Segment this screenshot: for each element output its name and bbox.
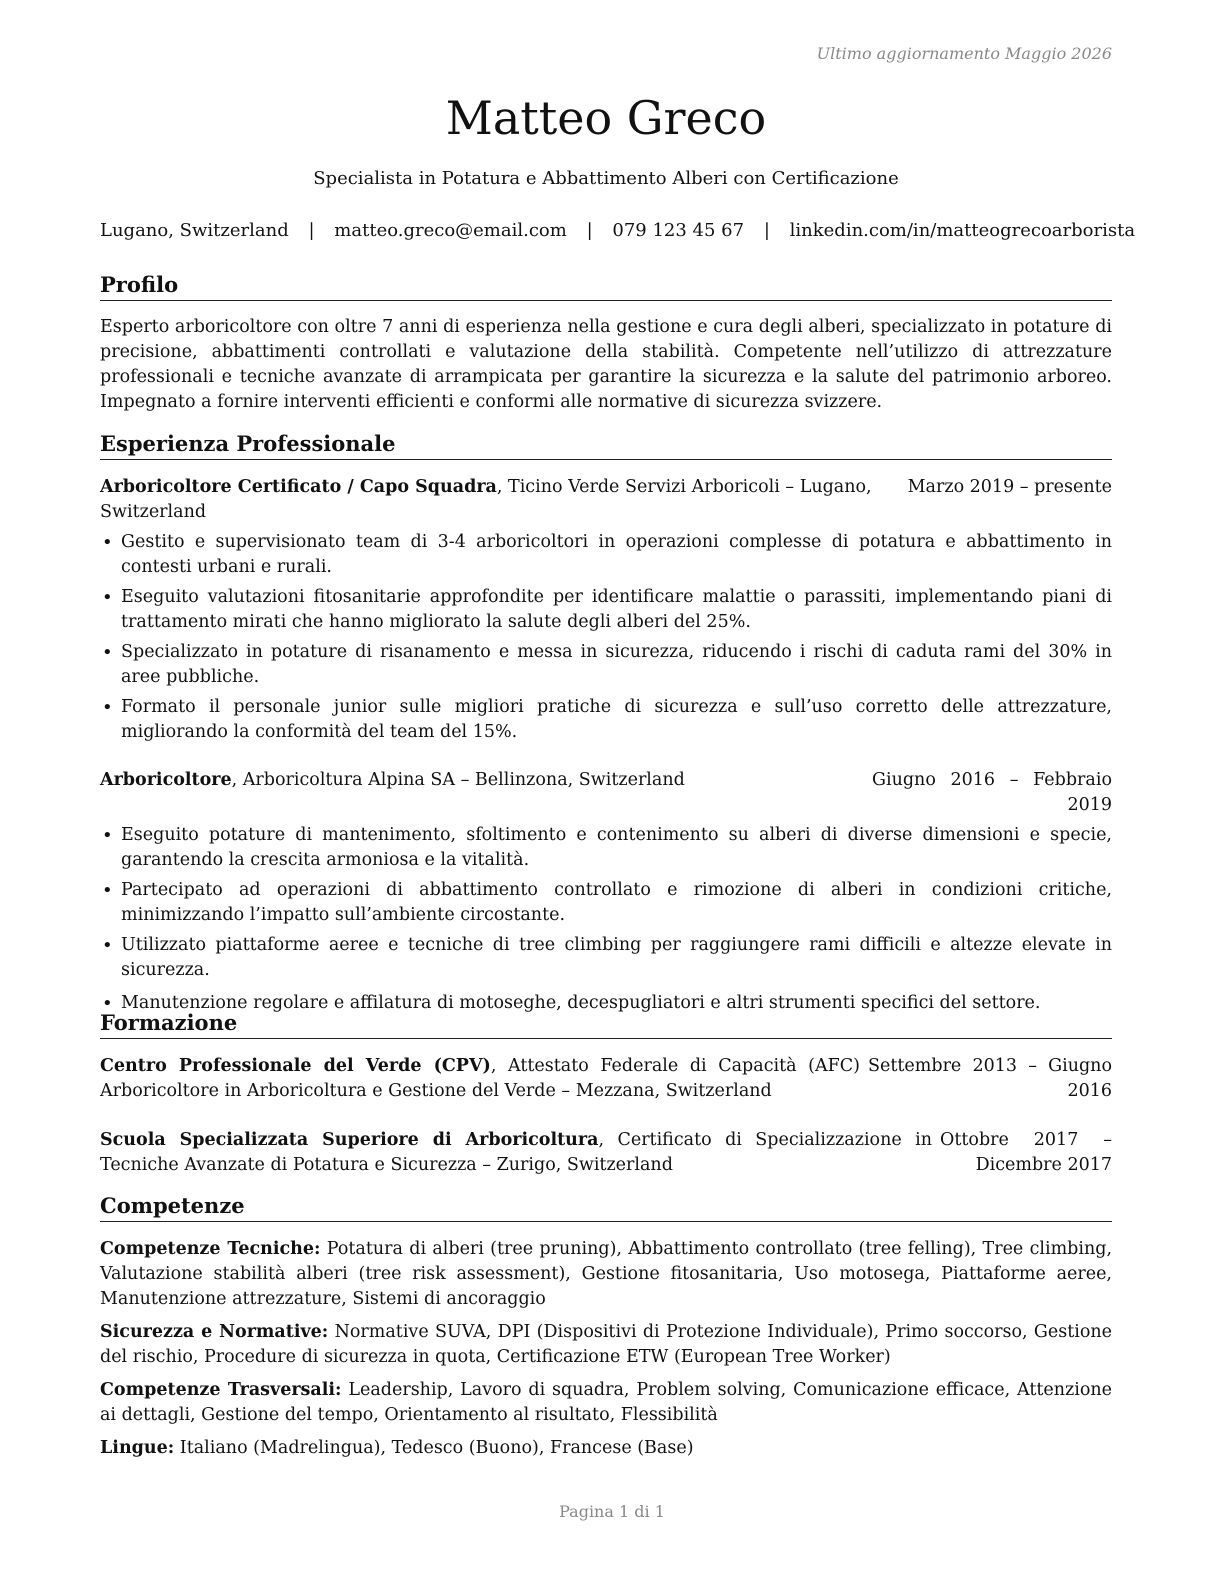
job-title-line: [100, 475, 908, 525]
contact-separator: |: [586, 220, 593, 241]
contact-location: Lugano, Switzerland: [100, 220, 289, 241]
skill-label: Competenze Tecniche:: [100, 1239, 321, 1259]
education-dates: Ottobre 2017 – Dicembre 2017: [940, 1130, 1112, 1175]
section-title-profile: Profilo: [100, 272, 1112, 301]
skill-text: Normative SUVA, DPI (Dispositivi di Protezione Individuale), Primo soccorso, Gestione del rischio, Procedure di sicurezza in quota, Certificazione ETW (European Tree Worker): [100, 1322, 1112, 1367]
list-item: • Formato il personale junior sulle migliori pratiche di sicurezza e sull’uso corretto delle attrezzature, migliorando la conformità del team del 15%.: [100, 695, 1112, 745]
skill-text: Italiano (Madrelingua), Tedesco (Buono), Francese (Base): [174, 1438, 694, 1458]
contact-line: [100, 220, 1136, 241]
job-dates: Marzo 2019 – presente: [907, 477, 1112, 497]
page-number: Pagina 1 di 1: [559, 1502, 665, 1521]
list-item: • Manutenzione regolare e affilatura di motoseghe, decespugliatori e altri strumenti specifici del settore.: [100, 991, 1112, 1016]
profile-section: [100, 272, 1112, 415]
skill-group: [100, 1378, 1112, 1428]
job-title-line: [100, 768, 872, 793]
contact-email[interactable]: matteo.greco@email.com: [334, 220, 567, 241]
contact-separator: |: [308, 220, 315, 241]
job-organization: , Ticino Verde Servizi Arboricoli – Lugano, Switzerland: [100, 477, 872, 522]
contact-linkedin[interactable]: linkedin.com/in/matteogrecoarborista: [789, 220, 1136, 241]
candidate-name: Matteo Greco: [445, 91, 767, 145]
list-item: • Eseguito potature di mantenimento, sfoltimento e contenimento su alberi di diverse dimensioni e specie, garantendo la crescita armoniosa e la vitalità.: [100, 823, 1112, 873]
list-item: • Gestito e supervisionato team di 3-4 arboricoltori in operazioni complesse di potatura e abbattimento in contesti urbani e rurali.: [100, 530, 1112, 580]
education-school: Scuola Specializzata Superiore di Arboricoltura: [100, 1130, 599, 1150]
list-item: • Partecipato ad operazioni di abbattimento controllato e rimozione di alberi in condizioni critiche, minimizzando l’impatto sull’ambiente circostante.: [100, 878, 1112, 928]
education-section: [100, 1010, 1112, 1178]
skill-text: Potatura di alberi (tree pruning), Abbattimento controllato (tree felling), Tree climbing, Valutazione stabilità alberi (tree risk assessment), Gestione fitosanitaria, Uso motosega, Piattaforme aeree, Manutenzione attrezzature, Sistemi di ancoraggio: [100, 1239, 1113, 1309]
section-title-education: Formazione: [100, 1010, 1112, 1039]
job-header: [100, 475, 1112, 525]
education-school: Centro Professionale del Verde (CPV): [100, 1056, 491, 1076]
section-title-experience: Esperienza Professionale: [100, 431, 1112, 460]
education-detail: [100, 1054, 868, 1104]
last-updated: Ultimo aggiornamento Maggio 2026: [816, 44, 1112, 63]
list-item: • Utilizzato piattaforme aeree e tecniche di tree climbing per raggiungere rami difficili e altezze elevate in sicurezza.: [100, 933, 1112, 983]
job-dates: Giugno 2016 – Febbraio 2019: [872, 770, 1112, 815]
skills-section: [100, 1193, 1112, 1461]
education-detail: [100, 1128, 940, 1178]
job-role: Arboricoltore Certificato / Capo Squadra: [100, 477, 497, 497]
job-header: [100, 768, 1112, 818]
list-item: • Specializzato in potature di risanamento e messa in sicurezza, riducendo i rischi di caduta rami del 30% in aree pubbliche.: [100, 640, 1112, 690]
candidate-subtitle: Specialista in Potatura e Abbattimento Alberi con Certificazione: [313, 168, 899, 189]
education-program: , Attestato Federale di Capacità (AFC) Arboricoltore in Arboricoltura e Gestione del Verde – Mezzana, Switzerland: [100, 1056, 860, 1101]
skill-label: Lingue:: [100, 1438, 175, 1458]
job-entry: [100, 768, 1112, 1016]
education-entry: [100, 1128, 1112, 1178]
job-bullets: [100, 823, 1112, 1016]
education-program: , Certificato di Specializzazione in Tecniche Avanzate di Potatura e Sicurezza – Zurigo, Switzerland: [100, 1130, 932, 1175]
job-organization: , Arboricoltura Alpina SA – Bellinzona, Switzerland: [231, 770, 685, 790]
skill-label: Competenze Trasversali:: [100, 1380, 342, 1400]
skill-group: [100, 1237, 1112, 1312]
section-title-skills: Competenze: [100, 1193, 1112, 1222]
education-entry: [100, 1054, 1112, 1104]
contact-phone[interactable]: 079 123 45 67: [612, 220, 745, 241]
list-item: • Eseguito valutazioni fitosanitarie approfondite per identificare malattie o parassiti, implementando piani di trattamento mirati che hanno migliorato la salute degli alberi del 25%.: [100, 585, 1112, 635]
job-role: Arboricoltore: [100, 770, 232, 790]
skill-text: Leadership, Lavoro di squadra, Problem solving, Comunicazione efficace, Attenzione ai dettagli, Gestione del tempo, Orientamento al risultato, Flessibilità: [100, 1380, 1112, 1425]
skill-label: Sicurezza e Normative:: [100, 1322, 329, 1342]
experience-section: [100, 431, 1112, 1016]
education-dates: Settembre 2013 – Giugno 2016: [868, 1056, 1112, 1101]
job-bullets: [100, 530, 1112, 745]
skill-group: [100, 1436, 1112, 1461]
job-entry: [100, 475, 1112, 745]
contact-separator: |: [763, 220, 770, 241]
profile-text: Esperto arboricoltore con oltre 7 anni di esperienza nella gestione e cura degli alberi, specializzato in potature di precisione, abbattimenti controllati e valutazione della stabilità. Competente nell’utilizzo di attrezzature professionali e tecniche avanzate di arrampicata per garantire la sicurezza e la salute del patrimonio arboreo. Impegnato a fornire interventi efficienti e conformi alle normative di sicurezza svizzere.: [100, 317, 1112, 412]
skill-group: [100, 1320, 1112, 1370]
